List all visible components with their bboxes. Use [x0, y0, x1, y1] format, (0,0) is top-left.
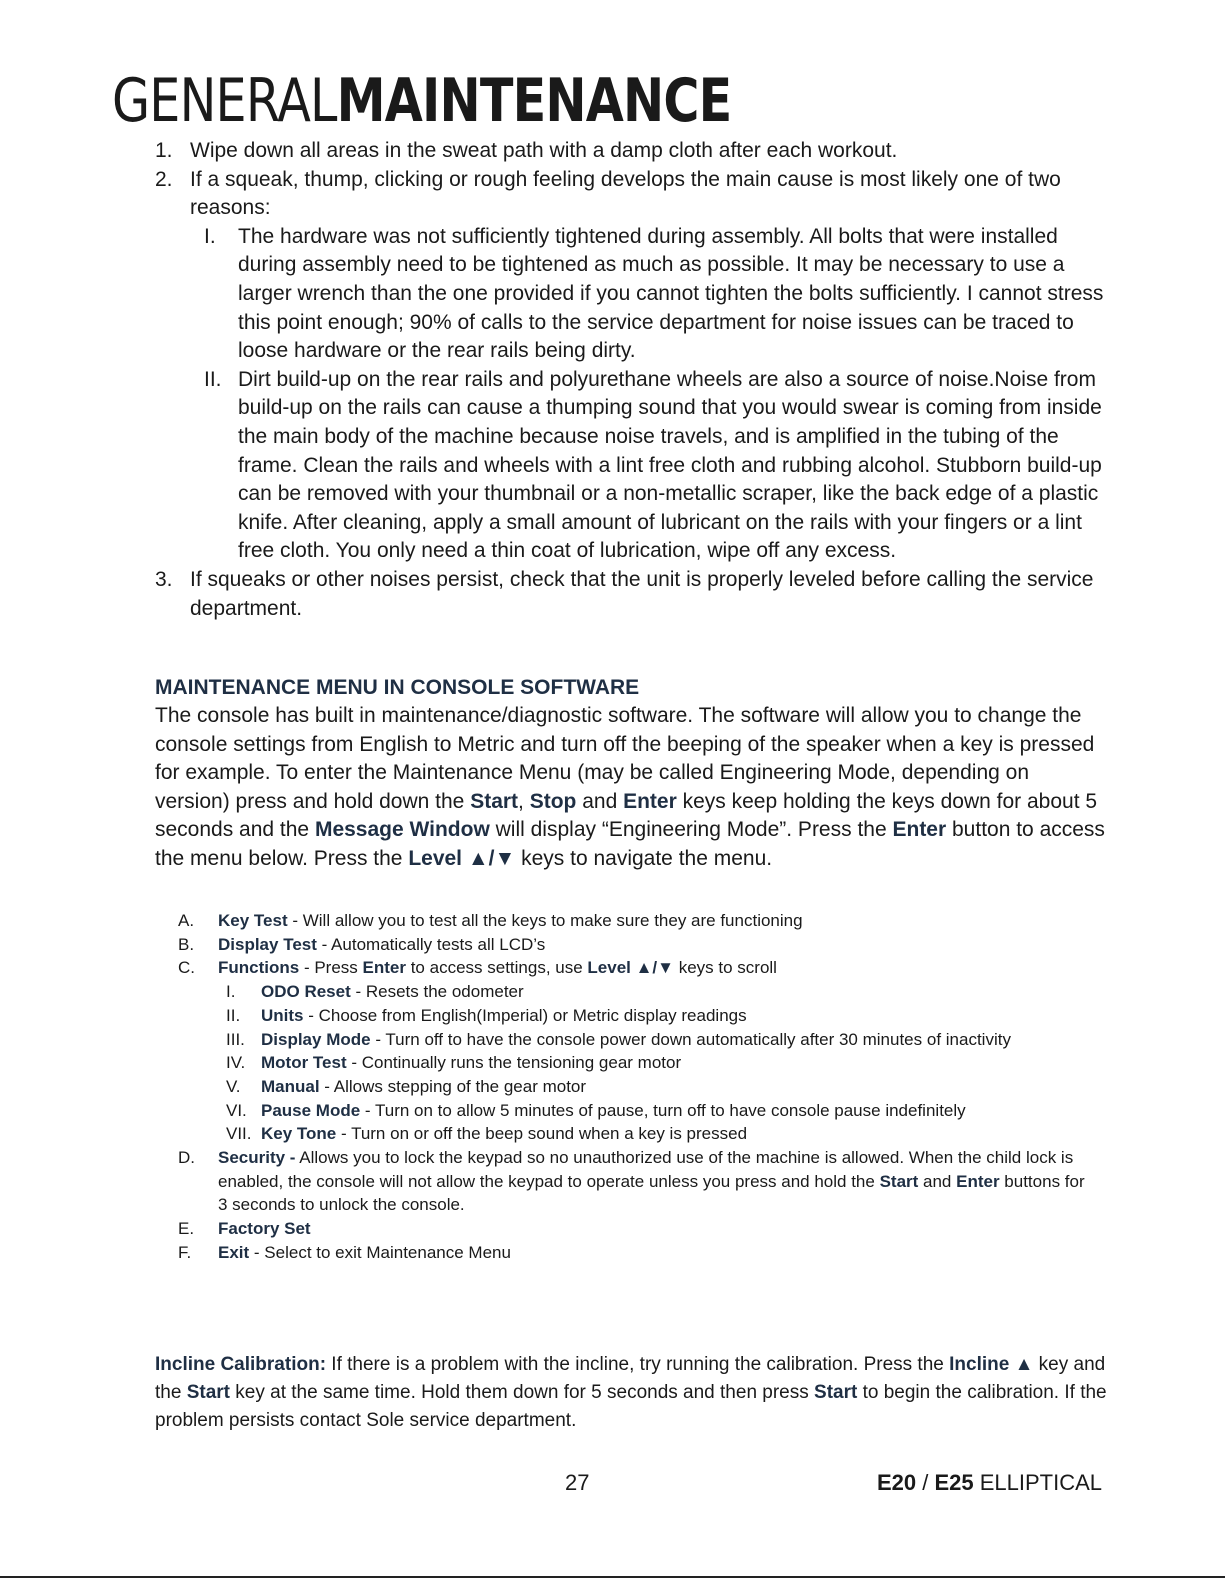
menu-item-label: Exit [218, 1242, 250, 1262]
model-type: ELLIPTICAL [973, 1470, 1102, 1495]
roman-number: IV. [226, 1053, 246, 1073]
para-text: to begin the calibration. If the problem persists contact Sole service department. [155, 1382, 1107, 1431]
function-label: Motor Test [261, 1053, 347, 1073]
menu-item-desc: - Press [299, 958, 363, 978]
function-label: ODO Reset [261, 982, 351, 1002]
para-text: If there is a problem with the incline, try running the calibration. Press the [326, 1354, 950, 1375]
roman-number: I. [204, 224, 216, 248]
function-desc: - Continually runs the tensioning gear motor [346, 1053, 682, 1073]
model-name [877, 1468, 1102, 1498]
roman-number: III. [226, 1029, 245, 1049]
function-odo-reset [218, 980, 1098, 1004]
para-text: key at the same time. Hold them down for 5 seconds and then press [230, 1382, 815, 1403]
reason-item-1 [192, 223, 1105, 366]
menu-item-key-test [178, 909, 1098, 933]
menu-item-label: Functions [218, 958, 300, 978]
list-item-text: Wipe down all areas in the sweat path with a damp cloth after each workout. [190, 139, 898, 162]
section-paragraph [155, 702, 1105, 874]
functions-sub-list [218, 980, 1098, 1146]
menu-letter: D. [178, 1148, 195, 1168]
reason-item-2 [192, 366, 1105, 566]
function-display-mode [218, 1028, 1098, 1052]
list-item-text: If squeaks or other noises persist, check that the unit is properly leveled before calling the service department. [190, 567, 1094, 620]
roman-number: V. [226, 1076, 241, 1096]
function-label: Display Mode [261, 1029, 371, 1049]
list-item-2 [155, 166, 1105, 566]
section-heading: MAINTENANCE MENU IN CONSOLE SOFTWARE [155, 676, 640, 699]
menu-item-functions [178, 956, 1098, 1146]
para-text: button to access the menu below. Press the [155, 818, 1105, 870]
model-e20: E20 [876, 1470, 917, 1495]
menu-item-desc: and [918, 1171, 957, 1191]
title-regular: GENERAL [112, 66, 337, 136]
para-text: key and the [155, 1354, 1106, 1403]
menu-item-display-test [178, 933, 1098, 957]
stop-key-label: Stop [529, 789, 577, 813]
roman-number: VI. [226, 1100, 247, 1120]
menu-item-label: Display Test [218, 934, 317, 954]
enter-key-label: Enter [892, 818, 947, 842]
enter-key-label: Enter [362, 958, 406, 978]
roman-number: I. [226, 982, 236, 1002]
function-desc: - Resets the odometer [350, 982, 524, 1002]
reasons-list [190, 223, 1105, 566]
start-key-label: Start [186, 1382, 230, 1403]
menu-item-desc: - Select to exit Maintenance Menu [249, 1242, 511, 1262]
maintenance-menu-list [178, 909, 1098, 1265]
function-label: Units [261, 1005, 304, 1025]
function-label: Key Tone [261, 1124, 337, 1144]
menu-letter: F. [178, 1242, 192, 1262]
menu-item-label: Key Test [218, 911, 288, 930]
function-units [218, 1004, 1098, 1028]
incline-calibration-paragraph [155, 1351, 1107, 1435]
menu-letter: E. [178, 1219, 195, 1239]
reason-text: Dirt build-up on the rear rails and polyurethane wheels are also a source of noise.Noise from build-up on the rails can cause a thumping sound that you would swear is coming from inside the main body of the machine because noise travels, and is amplified in the tubing of the frame. Clean the rails and wheels with a lint free cloth and rubbing alcohol. Stubborn build-up can be removed with your thumbnail or a non-metallic scraper, like the back edge of a plastic knife. After cleaning, apply a small amount of lubricant on the rails with your fingers or a lint free cloth. You only need a thin coat of lubrication, wipe off any excess. [238, 367, 1102, 563]
start-key-label: Start [814, 1382, 858, 1403]
menu-letter: B. [178, 934, 195, 954]
list-item-text: If a squeak, thump, clicking or rough feeling develops the main cause is most likely one of two reasons: [190, 167, 1061, 220]
bottom-divider [0, 1576, 1225, 1578]
page-title [112, 66, 731, 136]
menu-letter: C. [178, 958, 195, 978]
function-label: Manual [261, 1076, 320, 1096]
menu-item-security [178, 1146, 1098, 1217]
function-desc: - Choose from English(Imperial) or Metric display readings [303, 1005, 747, 1025]
menu-item-desc: - Will allow you to test all the keys to make sure they are functioning [287, 911, 803, 930]
menu-item-exit [178, 1241, 1098, 1265]
menu-letter: A. [178, 911, 195, 930]
title-bold: MAINTENANCE [336, 66, 732, 136]
list-number: 2. [155, 167, 173, 191]
function-desc: - Turn on or off the beep sound when a key is pressed [336, 1124, 748, 1144]
menu-item-desc: keys to scroll [673, 958, 777, 978]
level-key-label: Level ▲/▼ [408, 846, 516, 870]
start-key-label: Start [879, 1171, 919, 1191]
para-text: , [518, 789, 530, 813]
model-separator: / [916, 1470, 935, 1495]
start-key-label: Start [470, 789, 519, 813]
function-pause-mode [218, 1099, 1098, 1123]
function-desc: - Turn off to have the console power down automatically after 30 minutes of inactivity [370, 1029, 1011, 1049]
para-text: keys to navigate the menu. [515, 846, 773, 870]
model-e25: E25 [934, 1470, 974, 1495]
function-manual [218, 1075, 1098, 1099]
general-maintenance-list [155, 137, 1105, 623]
function-motor-test [218, 1051, 1098, 1075]
menu-item-label: Security - [218, 1148, 296, 1168]
enter-key-label: Enter [956, 1171, 1000, 1191]
menu-item-desc: buttons for 3 seconds to unlock the console. [218, 1171, 1085, 1215]
roman-number: II. [204, 367, 222, 391]
para-text: will display “Engineering Mode”. Press the [489, 818, 893, 842]
incline-calibration-label: Incline Calibration: [155, 1354, 327, 1375]
roman-number: II. [226, 1005, 241, 1025]
para-text: keys keep holding the keys down for about 5 seconds and the [155, 789, 1098, 842]
para-text: The console has built in maintenance/diagnostic software. The software will allow you to change the console settings from English to Metric and turn off the beeping of the speaker when a key is pressed for example. To enter the Maintenance Menu (may be called Engineering Mode, depending on version) press and hold down the [155, 704, 1095, 813]
para-text: and [576, 789, 624, 813]
menu-item-label: Factory Set [218, 1219, 311, 1239]
list-item-1 [155, 137, 1105, 166]
function-desc: - Allows stepping of the gear motor [319, 1076, 587, 1096]
list-number: 1. [155, 139, 173, 162]
level-key-label: Level ▲/▼ [587, 958, 674, 978]
roman-number: VII. [226, 1124, 252, 1144]
message-window-label: Message Window [314, 818, 490, 842]
function-key-tone [218, 1122, 1098, 1146]
menu-item-desc: - Automatically tests all LCD’s [316, 934, 546, 954]
page-number: 27 [565, 1470, 590, 1495]
menu-item-desc: to access settings, use [405, 958, 588, 978]
menu-item-factory-set [178, 1217, 1098, 1241]
menu-item-desc: Allows you to lock the keypad so no unauthorized use of the machine is allowed. When the child lock is enabled, the console will not allow the keypad to operate unless you press and hold the [218, 1148, 1074, 1191]
enter-key-label: Enter [623, 789, 677, 813]
function-desc: - Turn on to allow 5 minutes of pause, turn off to have console pause indefinitely [360, 1100, 966, 1120]
incline-key-label: Incline ▲ [949, 1354, 1034, 1375]
reason-text: The hardware was not sufficiently tightened during assembly. All bolts that were installed during assembly need to be tightened as much as possible. It may be necessary to use a larger wrench than the one provided if you cannot tighten the bolts sufficiently. I cannot stress this point enough; 90% of calls to the service department for noise issues can be traced to loose hardware or the rear rails being dirty. [238, 224, 1104, 363]
function-label: Pause Mode [261, 1100, 361, 1120]
list-number: 3. [155, 567, 173, 591]
list-item-3 [155, 566, 1105, 623]
